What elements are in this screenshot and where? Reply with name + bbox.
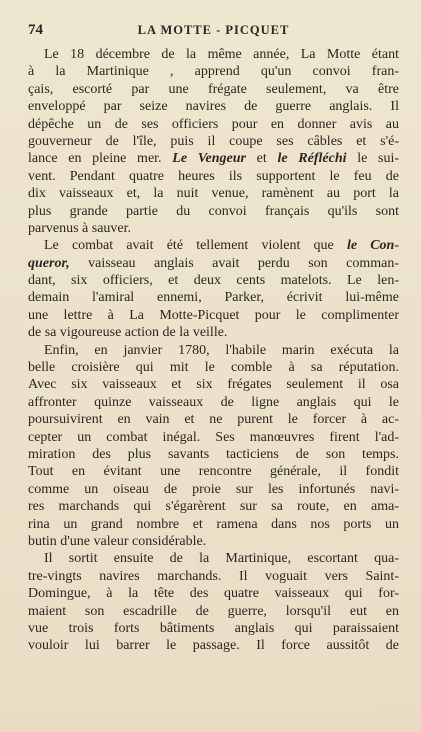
- text-line: poursuivirent en vain et ne purent le forcer à ac-: [28, 412, 399, 428]
- text-line: à la Martinique , apprend qu'un convoi fran-: [28, 64, 399, 80]
- text-line-with-italics: [28, 255, 399, 272]
- text-line: Il sortit ensuite de la Martinique, escortant qua-: [44, 551, 399, 567]
- ship-name-italic: Le Vengeur: [172, 151, 246, 167]
- text-line: enveloppé par seize navires de guerre anglais. Il: [28, 99, 399, 115]
- text-line: vouloir lui barrer le passage. Il force aussitôt de: [28, 638, 399, 654]
- text-run: lance en pleine mer.: [28, 151, 162, 167]
- text-line: demain l'amiral ennemi, Parker, écrivit lui-même: [28, 290, 399, 306]
- text-line: dant, six officiers, et deux cents matelots. Le len-: [28, 273, 399, 289]
- text-line: butin d'une valeur considérable.: [28, 533, 207, 549]
- page-number: 74: [28, 22, 43, 38]
- text-line: plus grande partie du convoi français qu'ils sont: [28, 203, 399, 219]
- text-line: vue trois forts bâtiments anglais qui paraissaient: [28, 620, 399, 636]
- text-run: le sui-: [357, 151, 399, 167]
- ship-name-italic: le Réfléchi: [277, 151, 347, 167]
- text-line: comme un oiseau de proie sur les infortunés navi-: [28, 481, 399, 497]
- paragraph-2: [28, 237, 399, 341]
- text-line: rina un grand nombre et ramena dans nos ports un: [28, 516, 399, 532]
- text-run: et: [256, 151, 267, 167]
- paragraph-4: [28, 550, 399, 654]
- ship-name-italic: queror,: [28, 255, 70, 271]
- text-line: Enfin, en janvier 1780, l'habile marin exécuta la: [44, 342, 399, 358]
- body-text: [28, 46, 399, 655]
- text-line: dix vaisseaux et, la nuit venue, ramènent au port la: [28, 186, 399, 202]
- text-line-with-italics: [28, 237, 399, 254]
- page-header: [28, 22, 399, 44]
- text-line: vent. Pendant quatre heures ils supportent le feu de: [28, 168, 399, 184]
- text-line: cepter un combat inégal. Ses manœuvres firent l'ad-: [28, 429, 399, 445]
- paragraph-3: [28, 342, 399, 551]
- text-line: une lettre à La Motte-Picquet pour le complimenter: [28, 307, 399, 323]
- paragraph-1: [28, 46, 399, 237]
- text-line: res marchands qui s'égarèrent sur sa route, en ama-: [28, 499, 399, 515]
- text-line-with-italics: [28, 150, 399, 167]
- ship-name-italic: le Con-: [346, 238, 399, 254]
- text-line: Le 18 décembre de la même année, La Motte étant: [44, 47, 399, 62]
- text-line: Domingue, à la tête des quatre vaisseaux qui for-: [28, 586, 399, 602]
- text-line: miration des plus savants tacticiens de son temps.: [28, 446, 399, 462]
- text-line: belle croisière qui mit le comble à sa réputation.: [28, 360, 399, 376]
- text-line: Tout en évitant une rencontre générale, il fondit: [28, 464, 399, 480]
- text-line: çais, escorté par une frégate seulement, va être: [28, 81, 399, 97]
- text-line: de sa vigoureuse action de la veille.: [28, 325, 228, 341]
- text-line: dépêche un de ses officiers pour en donner avis au: [28, 116, 399, 132]
- text-line: tre-vingts navires marchands. Il voguait vers Saint-: [28, 568, 399, 584]
- text-line: maient son escadrille de guerre, lorsqu'il eut en: [28, 603, 399, 619]
- text-line: Avec six vaisseaux et six frégates seulement il osa: [28, 377, 399, 393]
- text-run: Le combat avait été tellement violent que: [44, 238, 334, 254]
- text-run: vaisseau anglais avait perdu son comman-: [88, 255, 399, 271]
- text-line: parvenus à sauver.: [28, 220, 132, 236]
- text-line: affronter quinze vaisseaux de ligne anglais qui le: [28, 394, 399, 410]
- text-line: gouverneur de l'île, puis il coupe ses câbles et s'é-: [28, 133, 399, 149]
- running-head: LA MOTTE - PICQUET: [137, 23, 290, 37]
